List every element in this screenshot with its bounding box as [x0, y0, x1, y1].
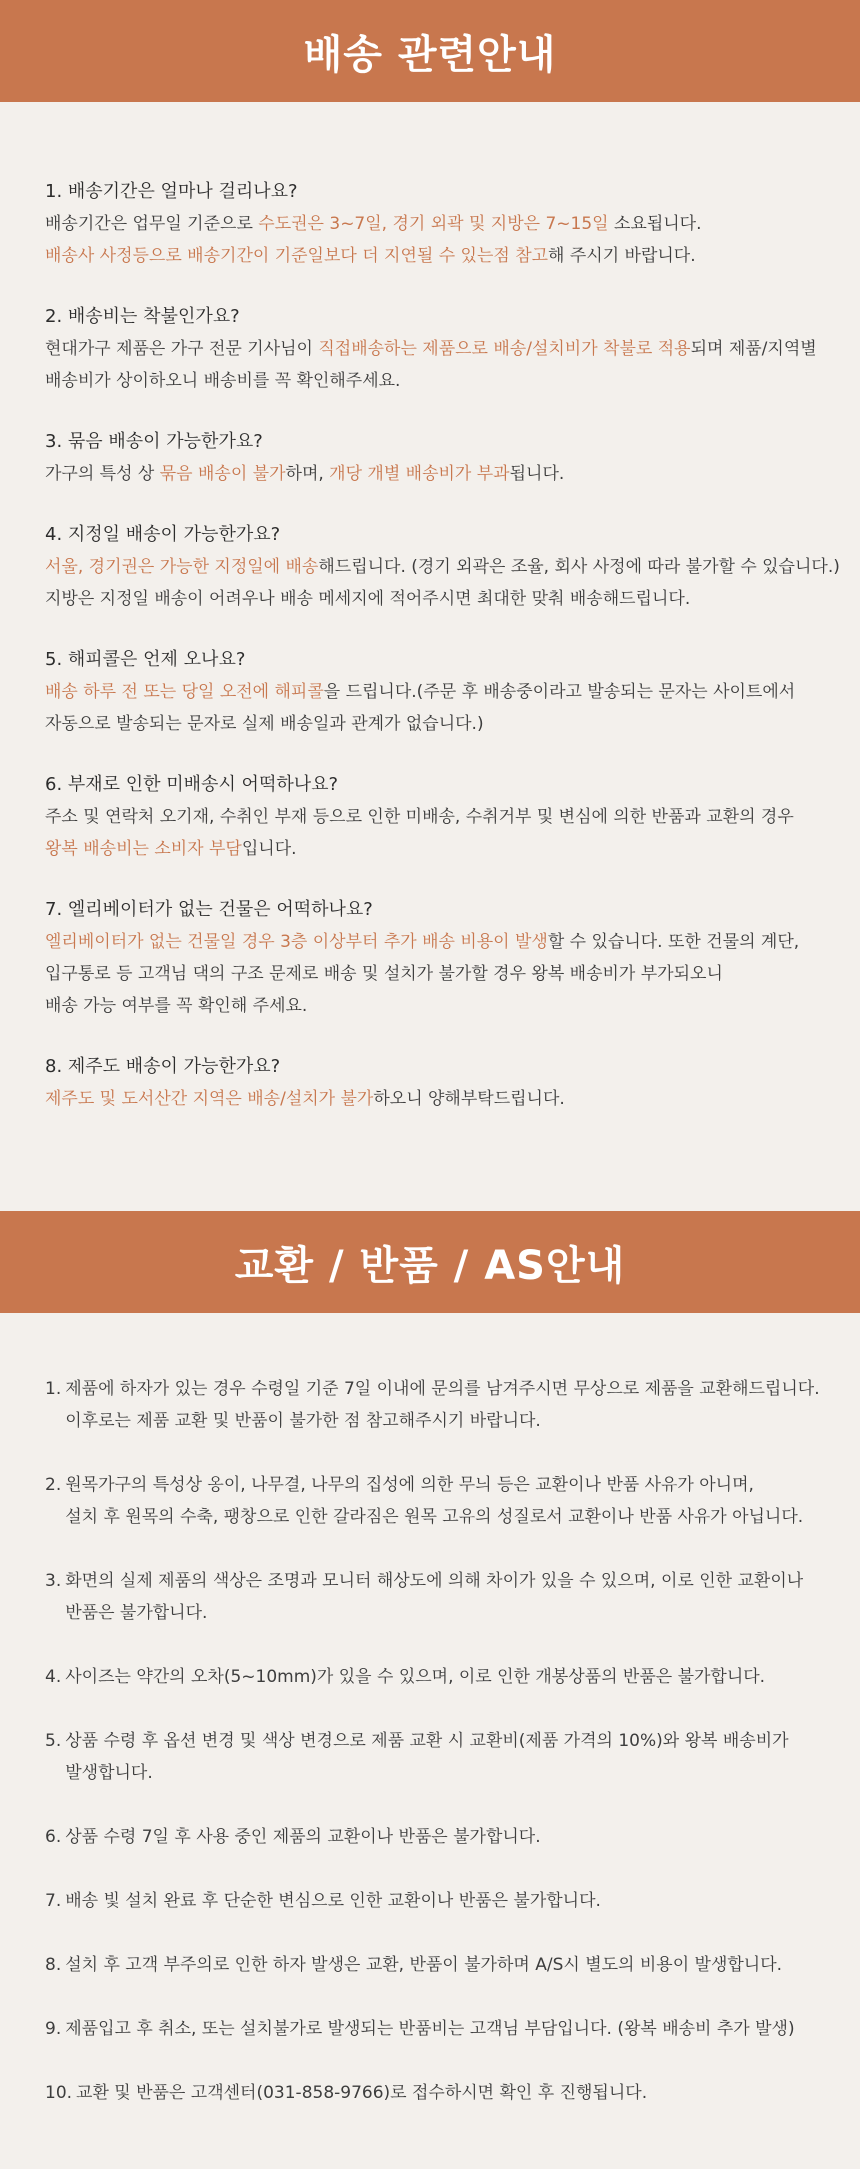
- faq-question: 7. 엘리베이터가 없는 건물은 어떡하나요?: [45, 899, 373, 920]
- faq-answer: [45, 208, 845, 272]
- notice-number: 6.: [45, 1827, 62, 1847]
- exchange-banner: [0, 1211, 860, 1313]
- notice-item: [45, 1373, 845, 1437]
- notice-text-line: 상품 수령 후 옵션 변경 및 색상 변경으로 제품 교환 시 교환비(제품 가격의 10%)와 왕복 배송비가: [65, 1731, 789, 1751]
- faq-answer-line: [45, 583, 845, 615]
- notice-text-line: 사이즈는 약간의 오차(5~10mm)가 있을 수 있으며, 이로 인한 개봉상품의 반품은 불가합니다.: [65, 1667, 766, 1687]
- answer-text: 해 주시기 바랍니다.: [548, 246, 696, 266]
- notice-item: [45, 1469, 845, 1533]
- highlight-text: 묶음 배송이 불가: [159, 464, 286, 484]
- faq-answer: [45, 676, 845, 740]
- notice-number: 8.: [45, 1955, 62, 1975]
- answer-text: 을 드립니다.(주문 후 배송중이라고 발송되는 문자는 사이트에서: [323, 682, 796, 702]
- answer-text: 할 수 있습니다. 또한 건물의 계단,: [547, 932, 800, 952]
- notice-number: 5.: [45, 1731, 62, 1751]
- faq-answer-line: [45, 551, 845, 583]
- notice-item: [45, 1885, 845, 1917]
- notice-number: 4.: [45, 1667, 62, 1687]
- answer-text: 배송 가능 여부를 꼭 확인해 주세요.: [45, 996, 308, 1016]
- notice-item: [45, 1661, 845, 1693]
- highlight-text: 직접배송하는 제품으로 배송/설치비가 착불로 적용: [318, 339, 691, 359]
- answer-text: 가구의 특성 상: [45, 464, 160, 484]
- notice-item: [45, 2077, 845, 2109]
- notice-item: [45, 1949, 845, 1981]
- faq-answer-line: [45, 458, 845, 490]
- faq-item: [45, 894, 845, 1022]
- faq-answer-line: [45, 833, 845, 865]
- shipping-banner-title: 배송 관련안내: [303, 31, 557, 78]
- notice-number: 2.: [45, 1475, 62, 1495]
- highlight-text: 수도권은 3~7일, 경기 외곽 및 지방은 7~15일: [258, 214, 609, 234]
- notice-text: [65, 1949, 845, 1981]
- notice-item: [45, 2013, 845, 2045]
- notice-text-line: 발생합니다.: [65, 1763, 153, 1783]
- notice-text: [65, 1373, 845, 1437]
- notice-text: [65, 1885, 845, 1917]
- faq-answer: [45, 458, 845, 490]
- faq-item: [45, 176, 845, 272]
- faq-answer: [45, 1083, 845, 1115]
- notice-text-line: 배송 빛 설치 완료 후 단순한 변심으로 인한 교환이나 반품은 불가합니다.: [65, 1891, 601, 1911]
- exchange-banner-title: 교환 / 반품 / AS안내: [234, 1242, 626, 1289]
- faq-item: [45, 644, 845, 740]
- faq-answer-line: [45, 1083, 845, 1115]
- notice-text-line: 제품에 하자가 있는 경우 수령일 기준 7일 이내에 문의를 남겨주시면 무상으로 제품을 교환해드립니다.: [65, 1379, 820, 1399]
- notice-item: [45, 1725, 845, 1789]
- answer-text: 주소 및 연락처 오기재, 수취인 부재 등으로 인한 미배송, 수취거부 및 변심에 의한 반품과 교환의 경우: [45, 807, 794, 827]
- answer-text: 하오니 양해부탁드립니다.: [373, 1089, 565, 1109]
- notice-item: [45, 1565, 845, 1629]
- notice-text: [65, 1469, 845, 1533]
- faq-question: 1. 배송기간은 얼마나 걸리나요?: [45, 181, 298, 202]
- highlight-text: 배송 하루 전 또는 당일 오전에 해피콜: [45, 682, 324, 702]
- notice-text: [65, 1725, 845, 1789]
- faq-item: [45, 1051, 845, 1115]
- faq-question: 8. 제주도 배송이 가능한가요?: [45, 1056, 281, 1077]
- notice-text: [65, 1821, 845, 1853]
- answer-text: 배송비가 상이하오니 배송비를 꼭 확인해주세요.: [45, 371, 401, 391]
- notice-number: 10.: [45, 2083, 73, 2103]
- faq-item: [45, 301, 845, 397]
- notice-text-line: 상품 수령 7일 후 사용 중인 제품의 교환이나 반품은 불가합니다.: [65, 1827, 541, 1847]
- notice-text-line: 이후로는 제품 교환 및 반품이 불가한 점 참고해주시기 바랍니다.: [65, 1411, 541, 1431]
- faq-question: 4. 지정일 배송이 가능한가요?: [45, 524, 281, 545]
- notice-text-line: 반품은 불가합니다.: [65, 1603, 208, 1623]
- faq-answer-line: [45, 676, 845, 708]
- faq-answer-line: [45, 990, 845, 1022]
- faq-question: 2. 배송비는 착불인가요?: [45, 306, 240, 327]
- notice-item: [45, 1821, 845, 1853]
- notice-text-line: 설치 후 고객 부주의로 인한 하자 발생은 교환, 반품이 불가하며 A/S시 별도의 비용이 발생합니다.: [65, 1955, 783, 1975]
- faq-answer-line: [45, 708, 845, 740]
- shipping-banner: [0, 0, 860, 102]
- faq-answer: [45, 926, 845, 1022]
- faq-item: [45, 769, 845, 865]
- faq-answer-line: [45, 926, 845, 958]
- answer-text: 입니다.: [241, 839, 297, 859]
- faq-answer-line: [45, 240, 845, 272]
- answer-text: 자동으로 발송되는 문자로 실제 배송일과 관계가 없습니다.): [45, 714, 484, 734]
- faq-answer: [45, 333, 845, 397]
- notice-number: 3.: [45, 1571, 62, 1591]
- faq-answer-line: [45, 958, 845, 990]
- highlight-text: 제주도 및 도서산간 지역은 배송/설치가 불가: [45, 1089, 374, 1109]
- faq-item: [45, 519, 845, 615]
- answer-text: 입구통로 등 고객님 댁의 구조 문제로 배송 및 설치가 불가할 경우 왕복 배송비가 부가되오니: [45, 964, 723, 984]
- answer-text: 해드립니다. (경기 외곽은 조율, 회사 사정에 따라 불가할 수 있습니다.): [318, 557, 840, 577]
- notice-text: [65, 1661, 845, 1693]
- answer-text: 지방은 지정일 배송이 어려우나 배송 메세지에 적어주시면 최대한 맞춰 배송해드립니다.: [45, 589, 691, 609]
- faq-answer-line: [45, 333, 845, 365]
- highlight-text: 서울, 경기권은 가능한 지정일에 배송: [45, 557, 319, 577]
- answer-text: 배송기간은 업무일 기준으로: [45, 214, 259, 234]
- faq-question: 5. 해피콜은 언제 오나요?: [45, 649, 246, 670]
- notice-number: 9.: [45, 2019, 62, 2039]
- highlight-text: 개당 개별 배송비가 부과: [329, 464, 510, 484]
- faq-answer: [45, 551, 845, 615]
- highlight-text: 엘리베이터가 없는 건물일 경우 3층 이상부터 추가 배송 비용이 발생: [45, 932, 548, 952]
- exchange-notice-list: [45, 1373, 845, 2109]
- faq-question: 6. 부재로 인한 미배송시 어떡하나요?: [45, 774, 339, 795]
- notice-text-line: 설치 후 원목의 수축, 팽창으로 인한 갈라짐은 원목 고유의 성질로서 교환이나 반품 사유가 아닙니다.: [65, 1507, 804, 1527]
- answer-text: 되며 제품/지역별: [690, 339, 817, 359]
- exchange-notice-section: [45, 1373, 845, 2141]
- faq-answer-line: [45, 365, 845, 397]
- answer-text: 소요됩니다.: [608, 214, 702, 234]
- faq-question: 3. 묶음 배송이 가능한가요?: [45, 431, 263, 452]
- faq-answer: [45, 801, 845, 865]
- notice-text-line: 제품입고 후 취소, 또는 설치불가로 발생되는 반품비는 고객님 부담입니다. (왕복 배송비 추가 발생): [65, 2019, 795, 2039]
- faq-item: [45, 426, 845, 490]
- notice-text-line: 원목가구의 특성상 옹이, 나무결, 나무의 집성에 의한 무늬 등은 교환이나 반품 사유가 아니며,: [65, 1475, 754, 1495]
- shipping-faq-section: [45, 176, 845, 1144]
- notice-number: 1.: [45, 1379, 62, 1399]
- notice-text: [65, 1565, 845, 1629]
- answer-text: 현대가구 제품은 가구 전문 기사님이: [45, 339, 319, 359]
- notice-number: 7.: [45, 1891, 62, 1911]
- notice-text-line: 화면의 실제 제품의 색상은 조명과 모니터 해상도에 의해 차이가 있을 수 있으며, 이로 인한 교환이나: [65, 1571, 804, 1591]
- notice-text: [76, 2077, 845, 2109]
- faq-answer-line: [45, 801, 845, 833]
- answer-text: 하며,: [285, 464, 330, 484]
- notice-text: [65, 2013, 845, 2045]
- notice-text-line: 교환 및 반품은 고객센터(031-858-9766)로 접수하시면 확인 후 진행됩니다.: [76, 2083, 648, 2103]
- highlight-text: 왕복 배송비는 소비자 부담: [45, 839, 242, 859]
- answer-text: 됩니다.: [509, 464, 565, 484]
- faq-answer-line: [45, 208, 845, 240]
- highlight-text: 배송사 사정등으로 배송기간이 기준일보다 더 지연될 수 있는점 참고: [45, 246, 549, 266]
